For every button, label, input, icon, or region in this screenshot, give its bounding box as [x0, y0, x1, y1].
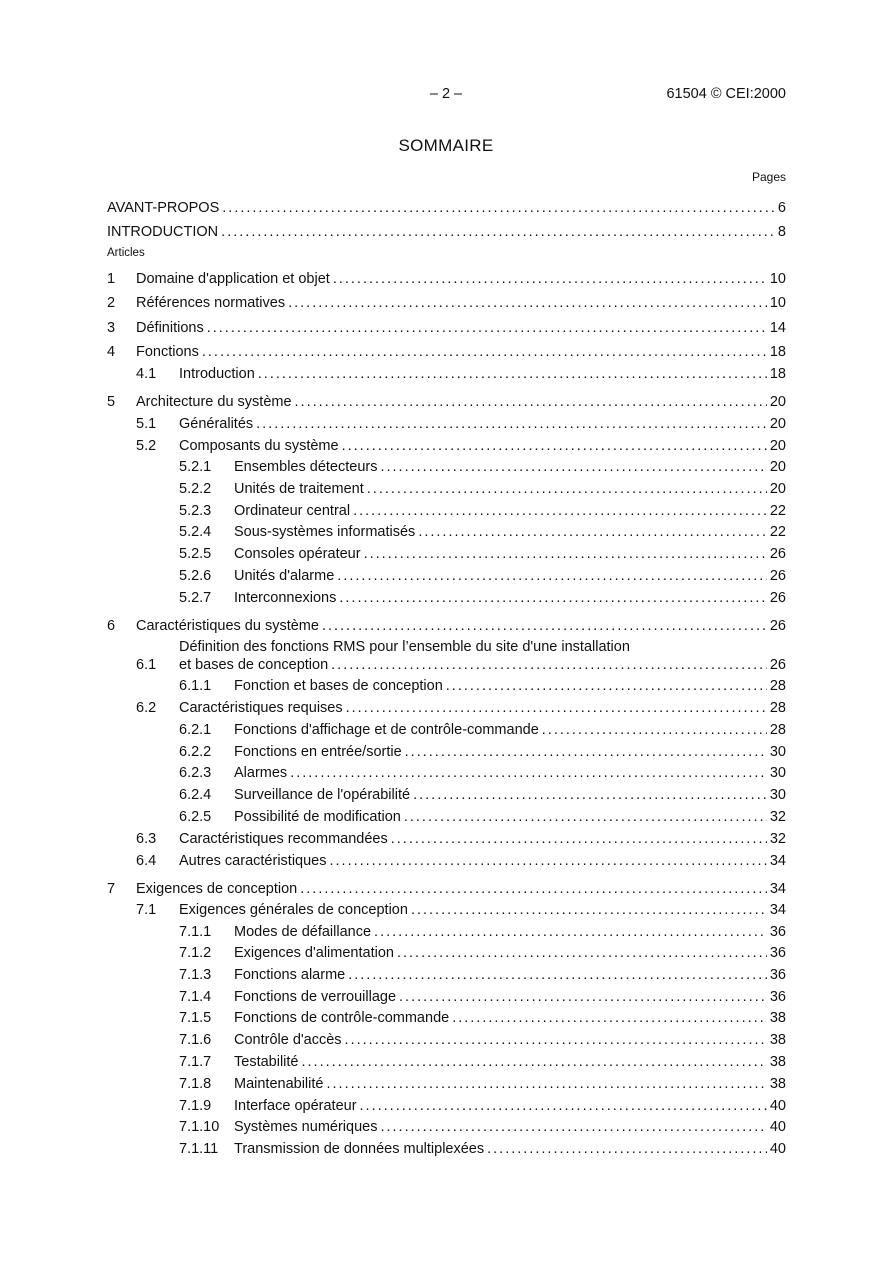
toc-entry-page: 36 [767, 922, 786, 942]
toc-entry[interactable] [107, 479, 786, 499]
toc-entry-number: 1 [107, 271, 116, 287]
dot-leader [337, 566, 767, 586]
dot-leader [256, 414, 767, 434]
toc-entry[interactable] [107, 655, 786, 675]
toc-entry[interactable] [107, 436, 786, 456]
toc-entry-number: 6.4 [136, 853, 157, 869]
toc-entry-title: Exigences de conception [136, 879, 300, 899]
toc-entry-title: Exigences d'alimentation [234, 943, 397, 963]
toc-entry-number: 6.2.3 [179, 765, 212, 781]
dot-leader [405, 742, 767, 762]
toc-entry-number: 7.1.11 [179, 1141, 219, 1157]
toc-entry-number: 7.1.4 [179, 989, 212, 1005]
toc-entry-number: 5.2.1 [179, 459, 212, 475]
toc-entry-page: 18 [767, 342, 786, 362]
articles-label: Articles [107, 247, 145, 259]
toc-entry-number: 6.2.2 [179, 744, 212, 760]
pages-column-label: Pages [751, 170, 786, 184]
toc-entry-6-1-line1: Définition des fonctions RMS pour l’ensemble du site d'une installation [179, 639, 630, 655]
dot-leader [413, 785, 767, 805]
toc-entry-title: Caractéristiques requises [179, 698, 346, 718]
toc-entry[interactable] [107, 392, 786, 412]
toc-entry-title: Interconnexions [234, 588, 339, 608]
toc-entry-title: Composants du système [179, 436, 342, 456]
toc-entry-page: 28 [767, 676, 786, 696]
dot-leader [487, 1139, 767, 1159]
toc-entry-page: 26 [767, 655, 786, 675]
toc-entry-title: Définitions [136, 318, 207, 338]
dot-leader [301, 1052, 766, 1072]
toc-entry-number: 7.1.1 [179, 924, 212, 940]
toc-entry-page: 30 [767, 742, 786, 762]
toc-entry-title: Maintenabilité [234, 1074, 326, 1094]
toc-entry-number: 6.2 [136, 700, 157, 716]
toc-entry-title: Alarmes [234, 763, 290, 783]
toc-entry-number: 5.2.5 [179, 546, 212, 562]
toc-entry-title: Transmission de données multiplexées [234, 1139, 487, 1159]
dot-leader [446, 676, 767, 696]
toc-entry-number: 6 [107, 618, 116, 634]
toc-entry-number: 7.1.6 [179, 1032, 212, 1048]
toc-entry-page: 20 [767, 392, 786, 412]
toc-entry-page: 20 [767, 414, 786, 434]
toc-entry-page: 22 [767, 522, 786, 542]
toc-entry-title: Ensembles détecteurs [234, 457, 380, 477]
toc-entry-title: Généralités [179, 414, 256, 434]
toc-entry[interactable] [107, 1096, 786, 1116]
toc-entry-title: Unités de traitement [234, 479, 367, 499]
toc-entry[interactable] [107, 851, 786, 871]
dot-leader [300, 879, 767, 899]
toc-entry-number: 4.1 [136, 366, 157, 382]
toc-entry-number: 7.1.2 [179, 945, 212, 961]
toc-entry-title: INTRODUCTION [107, 222, 221, 242]
toc-entry-title: et bases de conception [179, 655, 331, 675]
toc-entry[interactable] [107, 198, 786, 218]
dot-leader [348, 965, 767, 985]
toc-entry[interactable] [107, 1117, 786, 1137]
dot-leader [346, 698, 767, 718]
toc-entry[interactable] [107, 763, 786, 783]
toc-entry-page: 32 [767, 829, 786, 849]
dot-leader [207, 318, 767, 338]
toc-entry[interactable] [107, 342, 786, 362]
toc-entry[interactable] [107, 1139, 786, 1159]
toc-entry-page: 26 [767, 544, 786, 564]
toc-entry[interactable] [107, 698, 786, 718]
dot-leader [333, 269, 767, 289]
dot-leader [339, 588, 766, 608]
toc-entry-title: Ordinateur central [234, 501, 353, 521]
toc-entry-page: 18 [767, 364, 786, 384]
toc-entry-number: 5.2.6 [179, 568, 212, 584]
toc-entry[interactable] [107, 807, 786, 827]
toc-entry-title: Exigences générales de conception [179, 900, 411, 920]
toc-entry-page: 30 [767, 785, 786, 805]
dot-leader [329, 851, 766, 871]
toc-entry-title: Systèmes numériques [234, 1117, 380, 1137]
toc-entry-page: 40 [767, 1096, 786, 1116]
toc-entry-page: 10 [767, 293, 786, 313]
toc-entry-number: 5.2.3 [179, 503, 212, 519]
toc-entry-number: 7.1 [136, 902, 157, 918]
toc-entry-title: Surveillance de l'opérabilité [234, 785, 413, 805]
toc-entry-title: Architecture du système [136, 392, 295, 412]
dot-leader [360, 1096, 767, 1116]
toc-entry[interactable] [107, 414, 786, 434]
toc-entry[interactable] [107, 900, 786, 920]
toc-entry[interactable] [107, 785, 786, 805]
page-number: – 2 – [429, 86, 463, 102]
toc-entry-number: 5.1 [136, 416, 157, 432]
dot-leader [288, 293, 767, 313]
toc-entry-page: 20 [767, 479, 786, 499]
toc-entry[interactable] [107, 879, 786, 899]
toc-entry-page: 10 [767, 269, 786, 289]
toc-entry-title: Fonctions alarme [234, 965, 348, 985]
toc-entry-page: 40 [767, 1117, 786, 1137]
toc-entry-page: 20 [767, 457, 786, 477]
toc-entry-number: 3 [107, 320, 116, 336]
toc-entry-title: Fonctions [136, 342, 202, 362]
toc-entry[interactable] [107, 965, 786, 985]
toc-entry-page: 38 [767, 1052, 786, 1072]
toc-entry-page: 34 [767, 879, 786, 899]
toc-entry-title: Fonctions de contrôle-commande [234, 1008, 452, 1028]
dot-leader [345, 1030, 767, 1050]
toc-entry-page: 30 [767, 763, 786, 783]
dot-leader [399, 987, 767, 1007]
dot-leader [411, 900, 767, 920]
dot-leader [364, 544, 767, 564]
toc-entry-number: 6.2.4 [179, 787, 212, 803]
toc-entry-number: 7.1.5 [179, 1010, 212, 1026]
toc-entry[interactable] [107, 922, 786, 942]
toc-entry-page: 26 [767, 566, 786, 586]
toc-entry-title: Possibilité de modification [234, 807, 404, 827]
toc-entry[interactable] [107, 1074, 786, 1094]
dot-leader [380, 1117, 766, 1137]
dot-leader [322, 616, 767, 636]
toc-entry-page: 32 [767, 807, 786, 827]
toc-entry-title: Fonction et bases de conception [234, 676, 446, 696]
dot-leader [331, 655, 767, 675]
dot-leader [258, 364, 767, 384]
toc-entry-title: Contrôle d'accès [234, 1030, 345, 1050]
toc-entry-page: 8 [775, 222, 786, 242]
toc-entry-page: 38 [767, 1008, 786, 1028]
toc-entry[interactable] [107, 269, 786, 289]
toc-entry-page: 36 [767, 987, 786, 1007]
toc-entry[interactable] [107, 987, 786, 1007]
toc-entry-page: 40 [767, 1139, 786, 1159]
toc-entry-number: 7.1.9 [179, 1098, 212, 1114]
dot-leader [202, 342, 767, 362]
dot-leader [367, 479, 767, 499]
toc-entry[interactable] [107, 522, 786, 542]
toc-entry-page: 34 [767, 851, 786, 871]
dot-leader [326, 1074, 766, 1094]
toc-entry[interactable] [107, 364, 786, 384]
toc-entry-title: Unités d'alarme [234, 566, 337, 586]
toc-entry-number: 2 [107, 295, 116, 311]
toc-entry-page: 26 [767, 616, 786, 636]
toc-entry-title: Fonctions en entrée/sortie [234, 742, 405, 762]
dot-leader [342, 436, 767, 456]
toc-entry-number: 5.2.7 [179, 590, 212, 606]
toc-title: SOMMAIRE [398, 136, 494, 155]
toc-entry-title: Modes de défaillance [234, 922, 374, 942]
toc-entry[interactable] [107, 1030, 786, 1050]
toc-entry-page: 20 [767, 436, 786, 456]
toc-entry[interactable] [107, 616, 786, 636]
toc-entry[interactable] [107, 588, 786, 608]
dot-leader [397, 943, 767, 963]
dot-leader [452, 1008, 767, 1028]
dot-leader [353, 501, 767, 521]
dot-leader [404, 807, 767, 827]
toc-entry-number: 6.2.1 [179, 722, 212, 738]
toc-entry[interactable] [107, 544, 786, 564]
toc-entry-title: Fonctions d'affichage et de contrôle-commande [234, 720, 542, 740]
toc-entry-title: Testabilité [234, 1052, 301, 1072]
toc-entry[interactable] [107, 222, 786, 242]
toc-entry-title: Fonctions de verrouillage [234, 987, 399, 1007]
toc-entry[interactable] [107, 943, 786, 963]
toc-entry[interactable] [107, 1008, 786, 1028]
toc-entry-number: 4 [107, 344, 116, 360]
toc-entry-title: Autres caractéristiques [179, 851, 329, 871]
dot-leader [542, 720, 767, 740]
toc-entry-title: Sous-systèmes informatisés [234, 522, 418, 542]
toc-entry[interactable] [107, 501, 786, 521]
toc-entry-number: 5.2.4 [179, 524, 212, 540]
toc-entry[interactable] [107, 457, 786, 477]
toc-entry-title: Caractéristiques recommandées [179, 829, 391, 849]
toc-entry-number: 6.2.5 [179, 809, 212, 825]
toc-entry-number: 7.1.8 [179, 1076, 212, 1092]
toc-entry-number: 7.1.10 [179, 1119, 220, 1135]
toc-entry-number: 6.1 [136, 657, 157, 673]
toc-entry-page: 6 [775, 198, 786, 218]
toc-entry[interactable] [107, 318, 786, 338]
document-reference: 61504 © CEI:2000 [666, 86, 786, 102]
toc-entry[interactable] [107, 676, 786, 696]
toc-entry-title: AVANT-PROPOS [107, 198, 222, 218]
toc-entry[interactable] [107, 1052, 786, 1072]
dot-leader [380, 457, 766, 477]
toc-entry-number: 7 [107, 881, 116, 897]
toc-entry-page: 36 [767, 943, 786, 963]
toc-entry[interactable] [107, 293, 786, 313]
toc-entry-number: 5.2.2 [179, 481, 212, 497]
toc-entry-number: 5.2 [136, 438, 157, 454]
dot-leader [221, 222, 775, 242]
toc-entry-page: 34 [767, 900, 786, 920]
toc-entry-title: Domaine d'application et objet [136, 269, 333, 289]
dot-leader [295, 392, 767, 412]
toc-entry-page: 38 [767, 1074, 786, 1094]
toc-entry[interactable] [107, 720, 786, 740]
toc-entry-page: 22 [767, 501, 786, 521]
toc-entry-title: Références normatives [136, 293, 288, 313]
toc-entry-page: 28 [767, 720, 786, 740]
toc-entry-page: 28 [767, 698, 786, 718]
toc-entry-number: 7.1.3 [179, 967, 212, 983]
toc-entry-number: 5 [107, 394, 116, 410]
toc-entry-title: Consoles opérateur [234, 544, 364, 564]
dot-leader [222, 198, 775, 218]
dot-leader [290, 763, 767, 783]
toc-entry-number: 6.1.1 [179, 678, 212, 694]
dot-leader [391, 829, 767, 849]
toc-entry-page: 38 [767, 1030, 786, 1050]
toc-entry-page: 36 [767, 965, 786, 985]
toc-entry[interactable] [107, 742, 786, 762]
dot-leader [418, 522, 767, 542]
dot-leader [374, 922, 767, 942]
toc-entry-number: 6.3 [136, 831, 157, 847]
toc-entry-title: Introduction [179, 364, 258, 384]
toc-entry-title: Interface opérateur [234, 1096, 360, 1116]
toc-entry[interactable] [107, 566, 786, 586]
toc-entry-page: 26 [767, 588, 786, 608]
toc-entry[interactable] [107, 829, 786, 849]
toc-entry-number: 7.1.7 [179, 1054, 212, 1070]
toc-entry-page: 14 [767, 318, 786, 338]
toc-entry-title: Caractéristiques du système [136, 616, 322, 636]
